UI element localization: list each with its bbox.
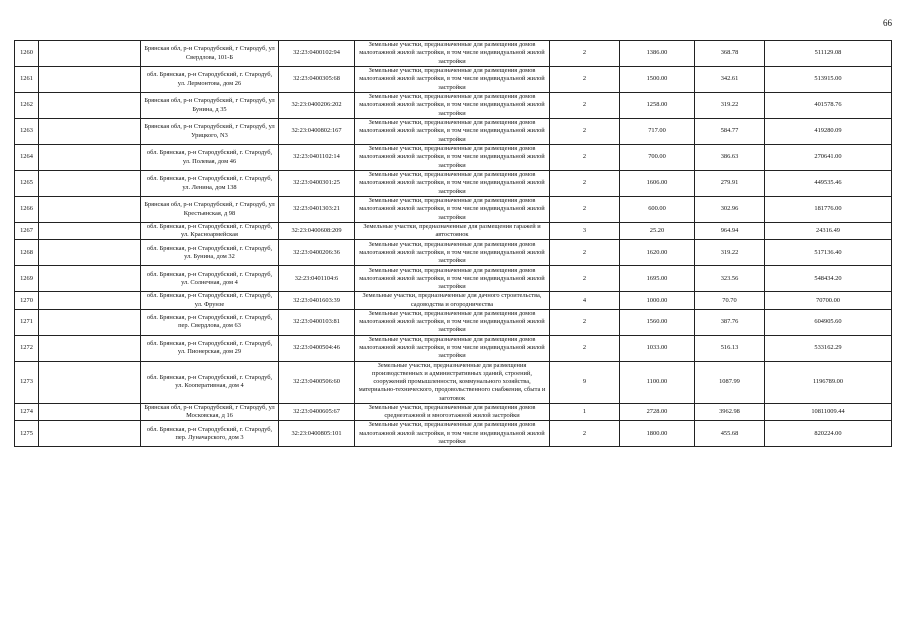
land-use-cell: Земельные участки, предназначенные для размещения домов малоэтажной жилой застройки, в том числе индивидуальной жилой застройки [355,421,550,447]
land-use-cell: Земельные участки, предназначенные для размещения домов малоэтажной жилой застройки, в том числе индивидуальной жилой застройки [355,41,550,67]
land-use-cell: Земельные участки, предназначенные для размещения домов среднеэтажной и многоэтажной жилой застройки [355,403,550,420]
cadastral-value-cell: 548434.20 [765,266,892,292]
cadastral-number-cell: 32:23:0400301:25 [279,171,355,197]
row-number: 1274 [15,403,39,420]
group-number-cell: 1 [550,403,620,420]
empty-cell [39,41,141,67]
land-plots-table [14,40,892,447]
table-row [15,240,892,266]
specific-value-cell: 584.77 [695,119,765,145]
area-cell: 1800.00 [620,421,695,447]
table-row [15,171,892,197]
specific-value-cell: 70.70 [695,292,765,309]
address-cell: обл. Брянская, р-н Стародубский, г. Стародуб, ул. Бунина, дом 32 [141,240,279,266]
table-row [15,309,892,335]
cadastral-value-cell: 10811009.44 [765,403,892,420]
cadastral-number-cell: 32:23:0400805:101 [279,421,355,447]
table-row [15,41,892,67]
specific-value-cell: 386.63 [695,145,765,171]
area-cell: 1620.00 [620,240,695,266]
table-row [15,403,892,420]
group-number-cell: 2 [550,93,620,119]
group-number-cell: 2 [550,145,620,171]
table-row [15,335,892,361]
group-number-cell: 4 [550,292,620,309]
specific-value-cell: 387.76 [695,309,765,335]
specific-value-cell: 516.13 [695,335,765,361]
area-cell: 700.00 [620,145,695,171]
land-use-cell: Земельные участки, предназначенные для размещения домов малоэтажной жилой застройки, в том числе индивидуальной жилой застройки [355,67,550,93]
specific-value-cell: 342.61 [695,67,765,93]
area-cell: 25.20 [620,223,695,240]
cadastral-value-cell: 419280.09 [765,119,892,145]
specific-value-cell: 3962.98 [695,403,765,420]
empty-cell [39,309,141,335]
empty-cell [39,145,141,171]
group-number-cell: 2 [550,119,620,145]
empty-cell [39,292,141,309]
area-cell: 1695.00 [620,266,695,292]
row-number: 1260 [15,41,39,67]
group-number-cell: 2 [550,266,620,292]
cadastral-number-cell: 32:23:0400802:167 [279,119,355,145]
specific-value-cell: 319.22 [695,240,765,266]
area-cell: 717.00 [620,119,695,145]
address-cell: обл. Брянская, р-н Стародубский, г. Стародуб, ул. Полевая, дом 46 [141,145,279,171]
specific-value-cell: 279.91 [695,171,765,197]
address-cell: Брянская обл, р-н Стародубский, г Стародуб, ул Бунина, д 35 [141,93,279,119]
address-cell: Брянская обл, р-н Стародубский, г Стародуб, ул Урицкого, N3 [141,119,279,145]
table-row [15,421,892,447]
row-number: 1266 [15,197,39,223]
table-row [15,292,892,309]
table-row [15,197,892,223]
specific-value-cell: 964.94 [695,223,765,240]
cadastral-value-cell: 270641.00 [765,145,892,171]
group-number-cell: 2 [550,197,620,223]
group-number-cell: 2 [550,240,620,266]
row-number: 1262 [15,93,39,119]
address-cell: обл. Брянская, р-н Стародубский, г. Стародуб, ул. Кооперативная, дом 4 [141,361,279,403]
address-cell: обл. Брянская, р-н Стародубский, г. Стародуб, ул. Фрунзе [141,292,279,309]
specific-value-cell: 368.78 [695,41,765,67]
cadastral-value-cell: 24316.49 [765,223,892,240]
row-number: 1269 [15,266,39,292]
address-cell: обл. Брянская, р-н Стародубский, г. Стародуб, ул. Ленина, дом 138 [141,171,279,197]
cadastral-value-cell: 604905.60 [765,309,892,335]
group-number-cell: 2 [550,41,620,67]
address-cell: обл. Брянская, р-н Стародубский, г. Стародуб, ул. Лермонтова, дом 26 [141,67,279,93]
cadastral-number-cell: 32:23:0400103:81 [279,309,355,335]
address-cell: Брянская обл, р-н Стародубский, г Стародуб, ул Свердлова, 101-Б [141,41,279,67]
specific-value-cell: 1087.99 [695,361,765,403]
group-number-cell: 2 [550,335,620,361]
row-number: 1271 [15,309,39,335]
cadastral-value-cell: 511129.08 [765,41,892,67]
specific-value-cell: 302.96 [695,197,765,223]
row-number: 1261 [15,67,39,93]
land-use-cell: Земельные участки, предназначенные для размещения домов малоэтажной жилой застройки, в том числе индивидуальной жилой застройки [355,335,550,361]
land-use-cell: Земельные участки, предназначенные для размещения производственных и административных зданий, строений, сооружений промышленности, коммунального хозяйства, материально-технического, продовольственного снабжения, сбыта и заготовок [355,361,550,403]
row-number: 1263 [15,119,39,145]
address-cell: Брянская обл, р-н Стародубский, г Стародуб, ул Московская, д 16 [141,403,279,420]
cadastral-number-cell: 32:23:0401102:14 [279,145,355,171]
area-cell: 1500.00 [620,67,695,93]
cadastral-number-cell: 32:23:0400605:67 [279,403,355,420]
row-number: 1265 [15,171,39,197]
cadastral-value-cell: 449535.46 [765,171,892,197]
area-cell: 1033.00 [620,335,695,361]
empty-cell [39,240,141,266]
cadastral-number-cell: 32:23:0401104:6 [279,266,355,292]
table-row [15,361,892,403]
empty-cell [39,403,141,420]
address-cell: Брянская обл, р-н Стародубский, г Стародуб, ул Крестьянская, д 98 [141,197,279,223]
address-cell: обл. Брянская, р-н Стародубский, г. Стародуб, ул. Солнечная, дом 4 [141,266,279,292]
address-cell: обл. Брянская, р-н Стародубский, г. Стародуб, пер. Свердлова, дом 63 [141,309,279,335]
area-cell: 1100.00 [620,361,695,403]
land-use-cell: Земельные участки, предназначенные для размещения домов малоэтажной жилой застройки, в том числе индивидуальной жилой застройки [355,309,550,335]
group-number-cell: 2 [550,309,620,335]
empty-cell [39,197,141,223]
table-row [15,145,892,171]
cadastral-number-cell: 32:23:0400504:46 [279,335,355,361]
cadastral-value-cell: 517136.40 [765,240,892,266]
cadastral-number-cell: 32:23:0400608:209 [279,223,355,240]
page-number: 66 [883,18,892,28]
empty-cell [39,361,141,403]
land-use-cell: Земельные участки, предназначенные для размещения домов малоэтажной жилой застройки, в том числе индивидуальной жилой застройки [355,145,550,171]
land-use-cell: Земельные участки, предназначенные для размещения домов малоэтажной жилой застройки, в том числе индивидуальной жилой застройки [355,197,550,223]
land-use-cell: Земельные участки, предназначенные для размещения домов малоэтажной жилой застройки, в том числе индивидуальной жилой застройки [355,93,550,119]
row-number: 1264 [15,145,39,171]
area-cell: 1606.00 [620,171,695,197]
empty-cell [39,67,141,93]
area-cell: 1258.00 [620,93,695,119]
land-use-cell: Земельные участки, предназначенные для дачного строительства, садоводства и огородничества [355,292,550,309]
empty-cell [39,119,141,145]
area-cell: 1386.00 [620,41,695,67]
land-use-cell: Земельные участки, предназначенные для размещения домов малоэтажной жилой застройки, в том числе индивидуальной жилой застройки [355,266,550,292]
group-number-cell: 2 [550,67,620,93]
address-cell: обл. Брянская, р-н Стародубский, г. Стародуб, ул. Пионерская, дом 29 [141,335,279,361]
cadastral-value-cell: 513915.00 [765,67,892,93]
specific-value-cell: 455.68 [695,421,765,447]
cadastral-number-cell: 32:23:0401303:21 [279,197,355,223]
cadastral-value-cell: 533162.29 [765,335,892,361]
row-number: 1273 [15,361,39,403]
cadastral-number-cell: 32:23:0400102:94 [279,41,355,67]
row-number: 1275 [15,421,39,447]
address-cell: обл. Брянская, р-н Стародубский, г. Стародуб, пер. Луначарского, дом 3 [141,421,279,447]
row-number: 1270 [15,292,39,309]
cadastral-number-cell: 32:23:0400206:36 [279,240,355,266]
cadastral-value-cell: 70700.00 [765,292,892,309]
row-number: 1272 [15,335,39,361]
land-use-cell: Земельные участки, предназначенные для размещения домов малоэтажной жилой застройки, в том числе индивидуальной жилой застройки [355,171,550,197]
empty-cell [39,223,141,240]
area-cell: 2728.00 [620,403,695,420]
group-number-cell: 9 [550,361,620,403]
area-cell: 600.00 [620,197,695,223]
table-row [15,266,892,292]
group-number-cell: 3 [550,223,620,240]
empty-cell [39,171,141,197]
cadastral-value-cell: 401578.76 [765,93,892,119]
cadastral-number-cell: 32:23:0400206:202 [279,93,355,119]
specific-value-cell: 319.22 [695,93,765,119]
row-number: 1268 [15,240,39,266]
table-row [15,67,892,93]
empty-cell [39,421,141,447]
address-cell: обл. Брянская, р-н Стародубский, г. Стародуб, ул. Красноармейская [141,223,279,240]
table-row [15,223,892,240]
land-use-cell: Земельные участки, предназначенные для размещения домов малоэтажной жилой застройки, в том числе индивидуальной жилой застройки [355,240,550,266]
land-use-cell: Земельные участки, предназначенные для размещения гаражей и автостоянок [355,223,550,240]
table-body [15,41,892,447]
empty-cell [39,93,141,119]
group-number-cell: 2 [550,171,620,197]
row-number: 1267 [15,223,39,240]
cadastral-value-cell: 820224.00 [765,421,892,447]
cadastral-number-cell: 32:23:0400506:60 [279,361,355,403]
table-row [15,93,892,119]
land-use-cell: Земельные участки, предназначенные для размещения домов малоэтажной жилой застройки, в том числе индивидуальной жилой застройки [355,119,550,145]
group-number-cell: 2 [550,421,620,447]
empty-cell [39,266,141,292]
area-cell: 1560.00 [620,309,695,335]
area-cell: 1000.00 [620,292,695,309]
cadastral-value-cell: 181776.00 [765,197,892,223]
table-row [15,119,892,145]
empty-cell [39,335,141,361]
cadastral-value-cell: 1196789.00 [765,361,892,403]
cadastral-number-cell: 32:23:0401603:39 [279,292,355,309]
specific-value-cell: 323.56 [695,266,765,292]
cadastral-number-cell: 32:23:0400305:68 [279,67,355,93]
